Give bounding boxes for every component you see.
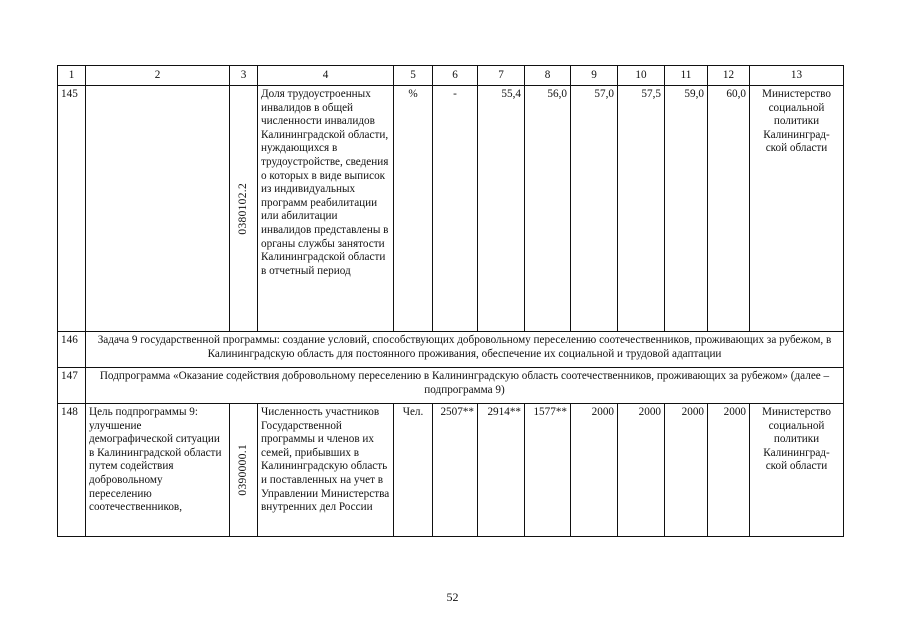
page-number: 52 [446,590,459,604]
row-number: 147 [58,368,86,404]
table-row-146 [58,332,844,368]
row-number: 146 [58,332,86,368]
goal-cell [86,86,230,332]
column-number-row [58,66,844,86]
value-col-11: 59,0 [665,86,708,332]
value-col-9: 2000 [571,404,618,537]
col-header-6: 6 [433,66,478,86]
indicator-code: 0380102.2 [236,182,249,235]
goal-cell: Цель подпрограммы 9: улучшение демографической ситуации в Калининградской области путем содействия добровольному переселению соотечественников, [86,404,230,537]
indicator-name: Численность участников Государственной программы и членов их семей, прибывших в Калининградскую область и поставленных на учет в Управлении Министерства внутренних дел России [258,404,394,537]
code-cell [230,86,258,332]
value-col-7: 55,4 [478,86,525,332]
value-col-10: 57,5 [618,86,665,332]
col-header-13: 13 [750,66,844,86]
value-col-11: 2000 [665,404,708,537]
col-header-5: 5 [394,66,433,86]
code-cell [230,404,258,537]
unit-cell: % [394,86,433,332]
value-col-12: 60,0 [708,86,750,332]
col-header-9: 9 [571,66,618,86]
row-number: 145 [58,86,86,332]
value-col-10: 2000 [618,404,665,537]
col-header-2: 2 [86,66,230,86]
col-header-7: 7 [478,66,525,86]
value-col-9: 57,0 [571,86,618,332]
col-header-1: 1 [58,66,86,86]
table-row-148 [58,404,844,537]
indicator-name: Доля трудоустроенных инвалидов в общей численности инвалидов Калининградской области, нуждающихся в трудоустройстве, сведения о которых в виде выписок из индивидуальных программ реабилитации или абилитации инвалидов представлены в органы службы занятости Калининградской области в отчетный период [258,86,394,332]
col-header-11: 11 [665,66,708,86]
responsible-cell: Министерство социальной политики Калининград-ской области [750,404,844,537]
value-col-6: - [433,86,478,332]
task-text: Задача 9 государственной программы: создание условий, способствующих добровольному переселению соотечественников, проживающих за рубежом, в Калининградскую область для постоянного проживания, обеспечение их социальной и трудовой адаптации [86,332,844,368]
value-col-12: 2000 [708,404,750,537]
responsible-cell: Министерство социальной политики Калининград-ской области [750,86,844,332]
col-header-4: 4 [258,66,394,86]
value-col-7: 2914** [478,404,525,537]
col-header-12: 12 [708,66,750,86]
value-col-6: 2507** [433,404,478,537]
value-col-8: 56,0 [525,86,571,332]
unit-cell: Чел. [394,404,433,537]
table-row-147 [58,368,844,404]
subprogram-text: Подпрограмма «Оказание содействия добровольному переселению в Калининградскую область соотечественников, проживающих за рубежом» (далее – подпрограмма 9) [86,368,844,404]
row-number: 148 [58,404,86,537]
indicator-code: 0390000.1 [236,444,249,496]
col-header-10: 10 [618,66,665,86]
col-header-8: 8 [525,66,571,86]
table-row-145 [58,86,844,332]
value-col-8: 1577** [525,404,571,537]
col-header-3: 3 [230,66,258,86]
indicators-table [57,65,844,537]
